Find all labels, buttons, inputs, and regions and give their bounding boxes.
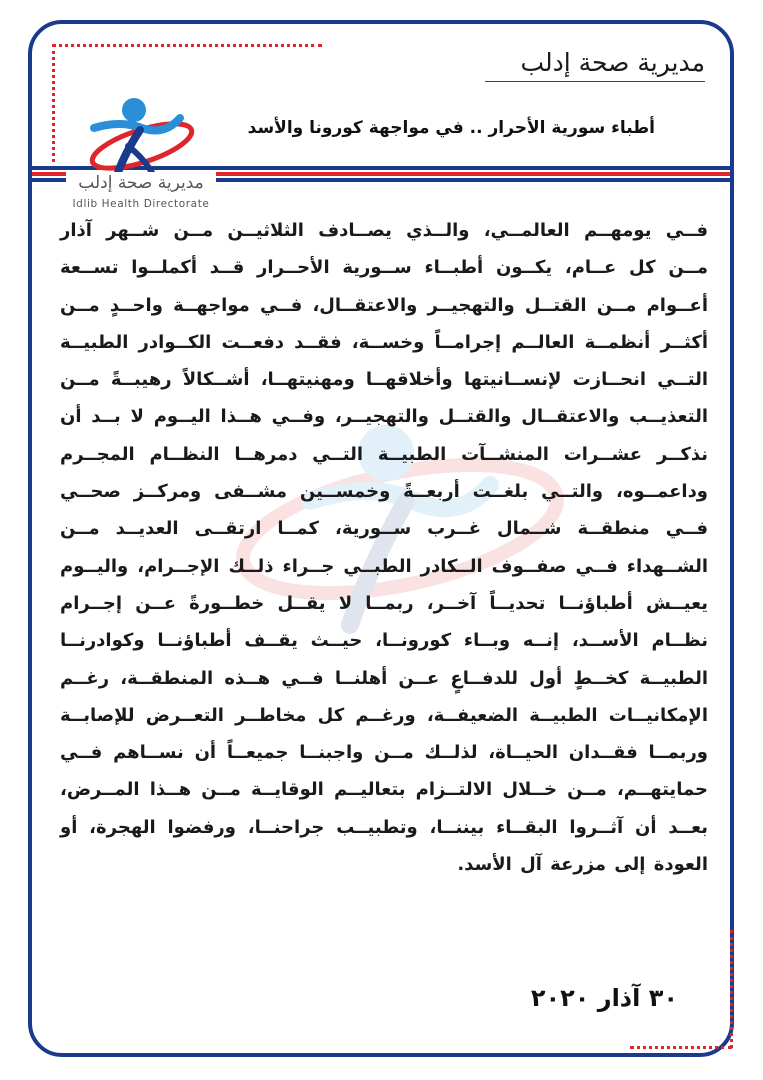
dotted-border-left: [52, 44, 55, 162]
directorate-title: مديرية صحة إدلب: [485, 48, 705, 82]
article-date: ٣٠ آذار ٢٠٢٠: [530, 984, 678, 1012]
dotted-border-top: [52, 44, 322, 47]
logo-english-name: Idlib Health Directorate: [60, 198, 222, 210]
dotted-border-bottom: [630, 1046, 732, 1049]
dotted-border-right: [730, 930, 733, 1048]
directorate-logo-icon: [62, 88, 232, 213]
logo-arabic-name: مديرية صحة إدلب: [66, 172, 216, 194]
article-headline: أطباء سورية الأحرار .. في مواجهة كورونا والأسد: [247, 118, 655, 138]
article-body: فــي يومهــم العالمــي، والــذي يصــادف الثلاثيــن مــن شــهر آذار مــن كل عــام، يكــون أطبــاء ســورية الأحــرار قــد أكملــوا تســعة أعــوام مــن القتــل والتهجيــر والاعتقــال، فــي مواجهــة واحــدٍ مــن أكثــر أنظمــة العالــم إجرامــاً وخســة، فقــد دفعــت الكــوادر الطبيــة التــي انحــازت لإنســانيتها وأخلاقهــا ومهنيتهــا، أشــكالاً رهيبــةً مــن التعذيــب والاعتقــال والقتــل والتهجيــر، وفــي هــذا اليــوم لا بــد أن نذكــر عشــرات المنشــآت الطبيــة التــي دمرهــا النظــام المجــرم وداعمــوه، والتــي بلغــت أربعــةً وخمســين مشــفى ومركــز صحــي فــي منطقــة شــمال غــرب ســورية، كمــا ارتقــى العديــد مــن الشــهداء فــي صفــوف الــكادر الطبــي جــراء ذلــك الإجــرام، واليــوم يعيــش أطباؤنــا تحديــاً آخــر، ربمــا لا يقــل خطــورةً عــن إجــرام نظــام الأســد، إنــه وبــاء كورونــا، حيــث يقــف أطباؤنــا وكوادرنــا الطبيــة كخــطٍ أول للدفــاعٍ عــن أهلنــا فــي هــذه المنطقــة، رغــم الإمكانيــات الطبيــة الضعيفــة، ورغــم كل مخاطــر التعــرض للإصابــة وربمــا فقــدان الحيــاة، لذلــك مــن واجبنــا جميعــاً أن نســاهم فــي حمايتهــم، مــن خــلال الالتــزام بتعاليــم الوقايــة مــن هــذا المــرض، بعــد أن آثــروا البقــاء بيننــا، وتطبيــب جراحنــا، ورفضوا الهجرة، أو العودة إلى مزرعة آل الأسد.: [60, 220, 708, 876]
